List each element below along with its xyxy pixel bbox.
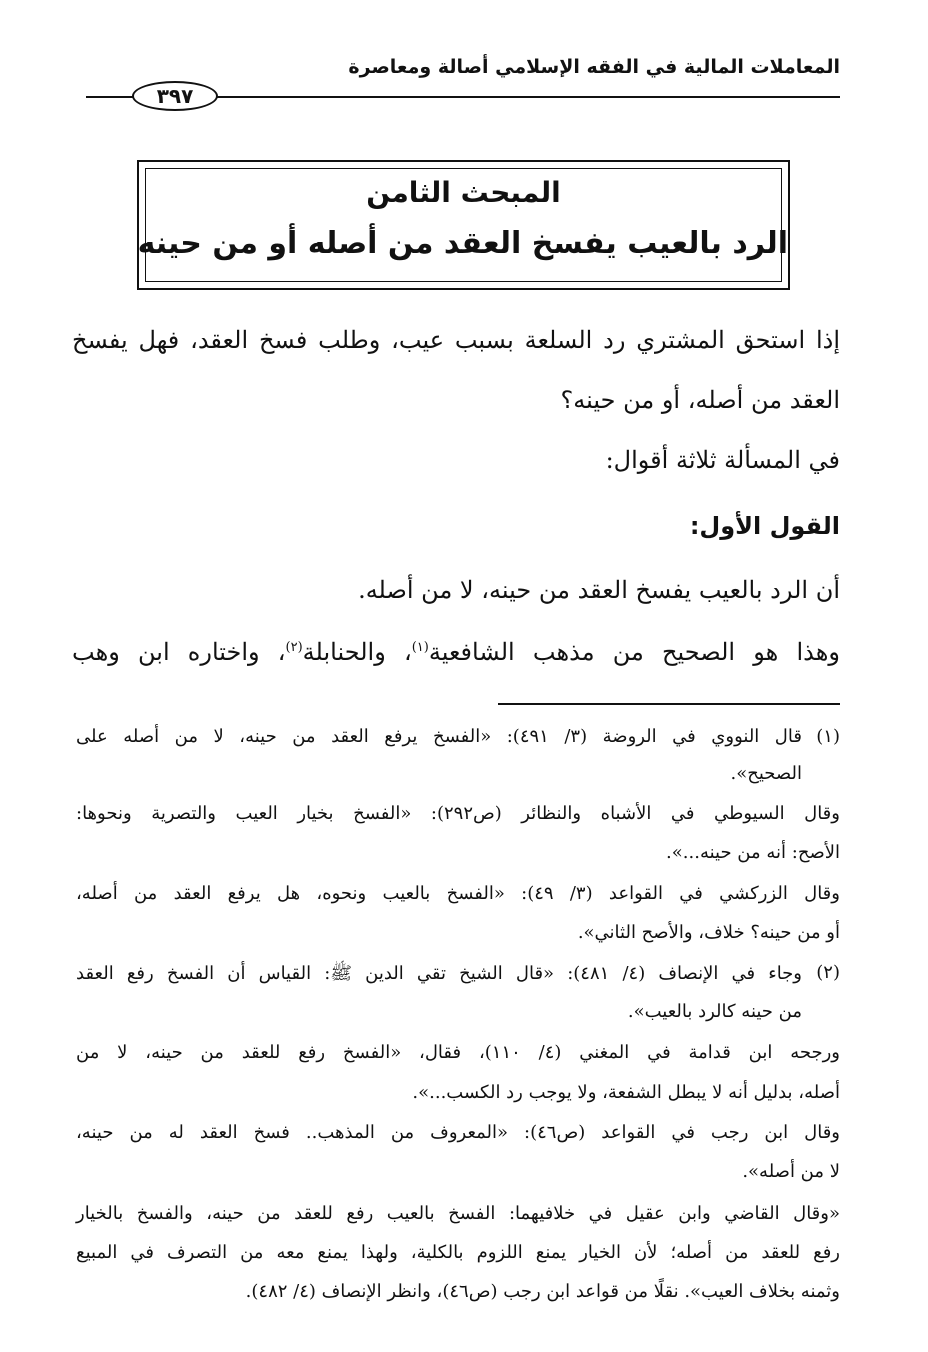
body-paragraph-line: إذا استحق المشتري رد السلعة بسبب عيب، وطلب فسخ العقد، فهل يفسخ — [72, 326, 841, 354]
body-paragraph-line: في المسألة ثلاثة أقوال: — [605, 446, 840, 474]
footnote-line: أو من حينه؟ خلاف، والأصح الثاني». — [577, 922, 840, 943]
footnote-number: (٢) — [816, 962, 840, 983]
footnote-number: (١) — [816, 726, 840, 747]
footnote-line: الصحيح». — [730, 763, 802, 784]
footnote-line: أصله، بدليل أنه لا يبطل الشفعة، ولا يوجب رد الكسب...». — [412, 1082, 840, 1103]
body-paragraph-line — [72, 638, 840, 666]
running-title: المعاملات المالية في الفقه الإسلامي أصالة ومعاصرة — [348, 56, 840, 78]
footnote-line: ورجحه ابن قدامة في المغني (٤/ ١١٠)، فقال، «الفسخ رفع للعقد من حينه، لا من — [76, 1042, 840, 1063]
section-title-box — [137, 160, 790, 290]
footnote-line: من حينه كالرد بالعيب». — [627, 1001, 802, 1022]
subheading-first-opinion: القول الأول: — [689, 512, 840, 540]
footnote-line: رفع للعقد من أصله؛ لأن الخيار يمنع اللزوم بالكلية، ولهذا يمنع معه من التصرف في المبيع — [76, 1242, 840, 1263]
footnote-line: وثمنه بخلاف العيب». نقلًا من قواعد ابن رجب (ص٤٦)، وانظر الإنصاف (٤/ ٤٨٢). — [245, 1281, 840, 1302]
footnote-line: وقال الزركشي في القواعد (٣/ ٤٩): «الفسخ بالعيب ونحوه، هل يرفع العقد من أصله، — [76, 883, 840, 904]
footnote-separator — [498, 703, 840, 705]
body-text: ، واختاره ابن وهب — [72, 638, 286, 666]
footnote-ref[interactable]: (٢) — [285, 640, 303, 655]
footnote-line: «وقال القاضي وابن عقيل في خلافيهما: الفسخ بالعيب رفع للعقد من حينه، والفسخ بالخيار — [76, 1203, 840, 1224]
footnote-line: وقال السيوطي في الأشباه والنظائر (ص٢٩٢): «الفسخ بخيار العيب والتصرية ونحوها: — [76, 803, 840, 824]
body-text: ، والحنابلة — [302, 638, 412, 666]
body-paragraph-line: العقد من أصله، أو من حينه؟ — [560, 386, 840, 414]
footnote-line: لا من أصله». — [742, 1161, 840, 1182]
footnote-line: الأصح: أنه من حينه...». — [666, 842, 840, 863]
section-subtitle: الرد بالعيب يفسخ العقد من أصله أو من حينه — [137, 226, 788, 261]
footnote-line: وجاء في الإنصاف (٤/ ٤٨١): «قال الشيخ تقي الدين ﷺ: القياس أن الفسخ رفع العقد — [76, 963, 803, 984]
footnote-line: وقال ابن رجب في القواعد (ص٤٦): «المعروف من المذهب.. فسخ العقد له من حينه، — [76, 1122, 840, 1143]
footnote-ref[interactable]: (١) — [411, 640, 429, 655]
section-title: المبحث الثامن — [366, 176, 561, 209]
footnote-line: قال النووي في الروضة (٣/ ٤٩١): «الفسخ يرفع العقد من حينه، لا من أصله على — [76, 726, 802, 747]
page-number: ٣٩٧ — [132, 81, 218, 111]
body-paragraph-line: أن الرد بالعيب يفسخ العقد من حينه، لا من أصله. — [358, 576, 840, 604]
body-text: وهذا هو الصحيح من مذهب الشافعية — [428, 638, 841, 666]
